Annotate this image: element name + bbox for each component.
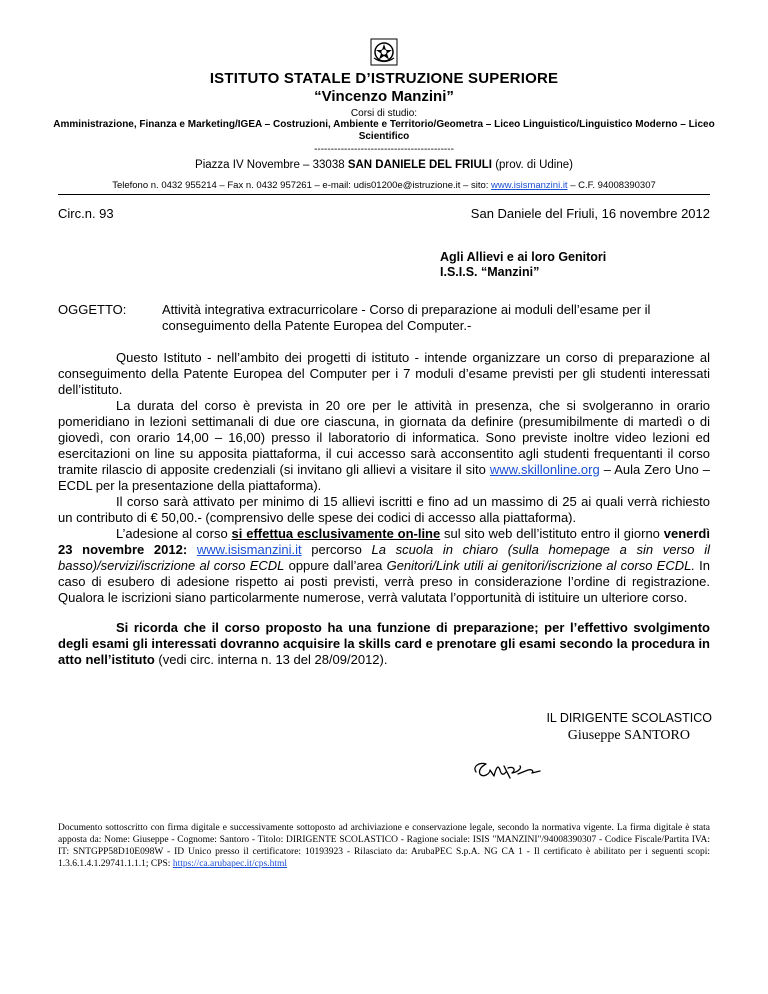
isismanzini-link[interactable]: www.isismanzini.it [196,542,302,557]
paragraph-2 [58,398,710,494]
paragraph-4-space [187,542,197,557]
online-only-emphasis: si effettua esclusivamente on-line [231,526,441,541]
contacts-prefix: Telefono n. 0432 955214 – Fax n. 0432 957261 – e-mail: udis01200e@istruzione.it – sito: [112,180,492,191]
paragraph-3: Il corso sarà attivato per minimo di 15 allievi iscritti e fino ad un massimo di 25 ai quali verrà richiesto un contributo di € 50,00.- (comprensivo delle spese dei codici di accesso alla piattaforma). [58,494,710,525]
paragraph-5-bold: Si ricorda che il corso proposto ha una funzione di preparazione; per l’effettivo svolgimento degli esami gli interessati dovranno acquisire la skills card e prenotare gli esami secondo la procedura in atto nell’istituto [58,620,710,667]
header-divider [58,194,710,195]
contacts-suffix: – C.F. 94008390307 [567,180,656,191]
paragraph-4-text-f: In caso di esubero di adesione rispetto ai posti previsti, verrà preso in considerazione l’ordine di registrazione. Qualora le iscrizioni siano particolarmente numerose, verrà valutata l’opportunità di istituire un ulteriore corso. [58,558,710,605]
address-suffix: (prov. di Udine) [492,159,573,171]
paragraph-4 [58,526,710,606]
footer-text: Documento sottoscritto con firma digitale e successivamente sottoposto ad archiviazione e conservazione legale, secondo la normativa vigente. La firma digitale è stata apposta da: Nome: Giuseppe - Cognome: Santoro - Titolo: DIRIGENTE SCOLASTICO - Ragione sociale: ISIS "MANZINI"/94008390307 - Codice Fiscale/Partita IVA: IT: SNTGPP58D10E098W - ID Unico presso il certificatore: 10193923 - Rilasciato da: ArubaPEC S.p.A. NG CA 1 - Il certificato è abilitato per i seguenti scopi: 1.3.6.1.4.1.29741.1.1.1; CPS: [58,823,710,869]
divider-dashes: ------------------------------------------ [314,144,454,155]
circular-number: Circ.n. 93 [58,206,114,221]
paragraph-4-text-d: percorso [301,542,372,557]
address-city: SAN DANIELE DEL FRIULI [347,159,492,171]
deadline-date: venerdì 23 novembre 2012: [58,526,710,557]
paragraph-1: Questo Istituto - nell’ambito dei progetti di istituto - intende organizzare un corso di preparazione al conseguimento della Patente Europea del Computer per i 7 moduli d’esame previsti per gli studenti interessati dell’istituto. [58,350,710,397]
path-parents-links: Genitori/Link utili ai genitori/iscrizione al corso ECDL. [386,558,695,573]
place-date: San Daniele del Friuli, 16 novembre 2012 [470,206,710,221]
cps-link[interactable]: https://ca.arubapec.it/cps.html [172,859,288,869]
italian-republic-emblem-icon [370,38,398,66]
signatory-title: IL DIRIGENTE SCOLASTICO [546,711,712,725]
school-address [0,159,768,171]
paragraph-5 [58,620,710,668]
paragraph-2-text-a: La durata del corso è prevista in 20 ore per le attività in presenza, che si svolgeranno in orario pomeridiano in lezioni settimanali di due ore ciascuna, in giornata da definire (presumibilmente di martedì o di giovedì, con orario 14,00 – 16,00) presso il laboratorio di informatica. Sono previste inoltre video lezioni ed esercitazioni on line su apposita piattaforma, il cui accesso sarà acconsentito agli studenti frequentanti il corso tramite rilascio di apposite credenziali (si invitano gli allievi a visitare il sito [58,398,710,477]
address-prefix: Piazza IV Novembre – 33038 [195,159,348,171]
school-subname: “Vincenzo Manzini” [314,88,454,105]
recipient-line-2: I.S.I.S. “Manzini” [440,265,540,279]
recipient-line-1: Agli Allievi e ai loro Genitori [440,250,607,264]
courses-list: Amministrazione, Finanza e Marketing/IGEA – Costruzioni, Ambiente e Territorio/Geometra – Liceo Linguistico/Linguistico Moderno – Liceo Scientifico [53,119,715,142]
subject-label: OGGETTO: [58,302,127,317]
paragraph-4-text-a: L’adesione al corso [116,526,232,541]
path-school-services: La scuola in chiaro (sulla homepage a sin verso il basso)/servizi/iscrizione al corso ECDL [58,542,710,573]
school-website-link[interactable]: www.isismanzini.it [491,180,568,191]
paragraph-2-text-b: – Aula Zero Uno – ECDL per la presentazione della piattaforma). [58,462,710,493]
subject-text: Attività integrativa extracurricolare - Corso di preparazione ai moduli dell’esame per il conseguimento della Patente Europea del Computer.- [162,302,651,333]
letter-body [58,350,710,668]
paragraph-4-text-b: sul sito web dell’istituto entro il giorno [440,526,664,541]
school-contacts [0,180,768,191]
digital-signature-notice [58,822,710,870]
skillonline-link[interactable]: www.skillonline.org [489,462,600,477]
recipients [440,250,606,280]
courses-label: Corsi di studio: [350,108,418,119]
handwritten-signature [470,756,550,786]
signatory-name: Giuseppe SANTORO [567,728,690,743]
paragraph-5-tail: (vedi circ. interna n. 13 del 28/09/2012). [154,652,388,667]
paragraph-4-text-e: oppure dall’area [284,558,387,573]
school-name: ISTITUTO STATALE D’ISTRUZIONE SUPERIORE [209,70,559,87]
